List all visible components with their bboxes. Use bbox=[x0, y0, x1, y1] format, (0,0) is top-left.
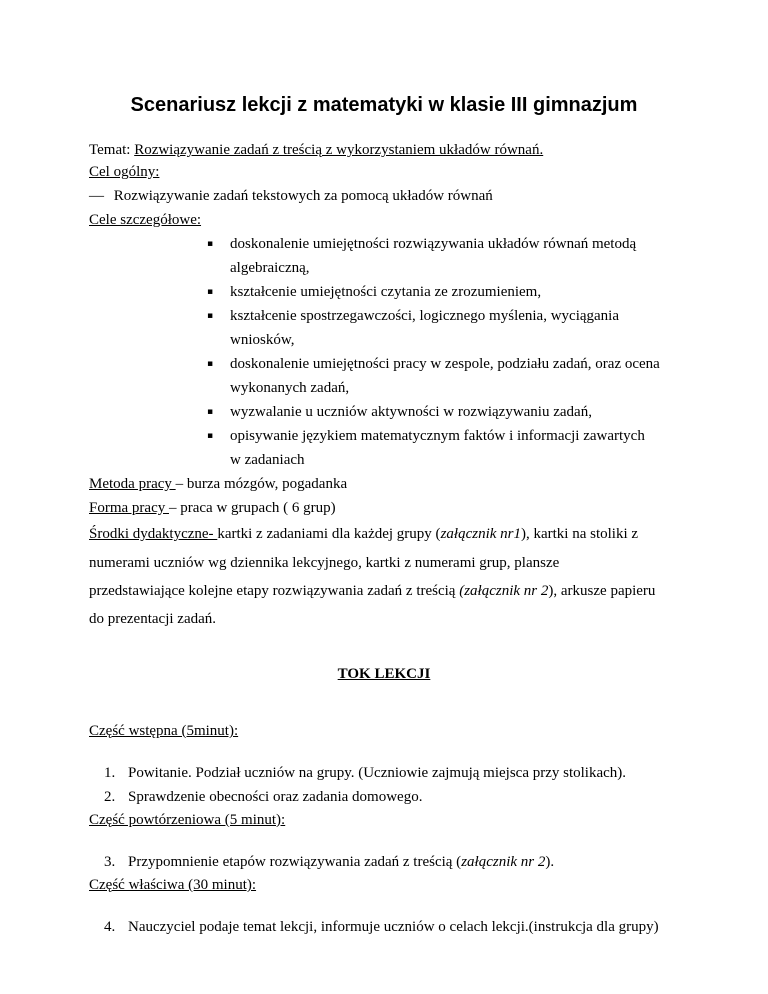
goal-item-line: wykonanych zadań, bbox=[230, 380, 350, 396]
form-label: Forma pracy bbox=[89, 500, 169, 516]
bullet-icon: ▪ bbox=[207, 239, 214, 249]
tok-label: TOK LEKCJI bbox=[337, 666, 431, 682]
form-value: – praca w grupach ( 6 grup) bbox=[168, 500, 336, 516]
method-line bbox=[89, 476, 347, 493]
goal-item-line: w zadaniach bbox=[230, 452, 305, 468]
resources-text: ), kartki na stoliki z bbox=[520, 526, 639, 542]
bullet-icon: ▪ bbox=[207, 311, 214, 321]
general-goal-text: Rozwiązywanie zadań tekstowych za pomocą układów równań bbox=[113, 188, 493, 204]
section-heading-tok bbox=[0, 666, 768, 683]
page-title: Scenariusz lekcji z matematyki w klasie III gimnazjum bbox=[130, 94, 638, 116]
general-goal-item bbox=[89, 188, 493, 205]
method-value: – burza mózgów, pogadanka bbox=[175, 476, 348, 492]
attachment-ref: załącznik nr 2 bbox=[461, 854, 546, 870]
topic-line bbox=[89, 142, 543, 159]
list-item bbox=[128, 854, 554, 871]
bullet-icon: ▪ bbox=[207, 287, 214, 297]
resources-text: przedstawiające kolejne etapy rozwiązywania zadań z treścią bbox=[89, 583, 460, 599]
form-line bbox=[89, 500, 336, 517]
goal-item-line: doskonalenie umiejętności rozwiązywania układów równań metodą bbox=[230, 236, 637, 252]
list-number: 4. bbox=[104, 919, 116, 935]
attachment-ref: załącznik nr1 bbox=[440, 526, 521, 542]
review-section-label: Część powtórzeniowa (5 minut): bbox=[89, 812, 286, 828]
list-item: Powitanie. Podział uczniów na grupy. (Uczniowie zajmują miejsca przy stolikach). bbox=[128, 765, 627, 781]
resources-line-3 bbox=[89, 583, 655, 600]
goal-item-line: opisywanie językiem matematycznym faktów i informacji zawartych bbox=[230, 428, 645, 444]
resources-line-2: numerami uczniów wg dziennika lekcyjnego, kartki z numerami grup, plansze bbox=[89, 555, 560, 571]
topic-value: Rozwiązywanie zadań z treścią z wykorzystaniem układów równań. bbox=[134, 142, 544, 158]
goal-item-line: kształcenie umiejętności czytania ze zrozumieniem, bbox=[230, 284, 542, 300]
goal-item-line: kształcenie spostrzegawczości, logicznego myślenia, wyciągania bbox=[230, 308, 620, 324]
resources-line-1 bbox=[89, 526, 638, 543]
topic-label: Temat: bbox=[89, 142, 131, 158]
resources-label: Środki dydaktyczne- bbox=[89, 526, 218, 542]
bullet-icon: ▪ bbox=[207, 359, 214, 369]
list-item-text: ). bbox=[545, 854, 555, 870]
specific-goals-label: Cele szczegółowe: bbox=[89, 212, 202, 228]
list-item: Sprawdzenie obecności oraz zadania domowego. bbox=[128, 789, 423, 805]
resources-line-4: do prezentacji zadań. bbox=[89, 611, 217, 627]
intro-section-label: Część wstępna (5minut): bbox=[89, 723, 239, 739]
list-number: 1. bbox=[104, 765, 116, 781]
list-number: 2. bbox=[104, 789, 116, 805]
attachment-ref: (załącznik nr 2 bbox=[459, 583, 549, 599]
bullet-icon: ▪ bbox=[207, 431, 214, 441]
dash-marker: — bbox=[89, 188, 104, 204]
bullet-icon: ▪ bbox=[207, 407, 214, 417]
method-label: Metoda pracy bbox=[89, 476, 176, 492]
resources-text: kartki z zadaniami dla każdej grupy ( bbox=[217, 526, 441, 542]
goal-item-line: doskonalenie umiejętności pracy w zespole, podziału zadań, oraz ocena bbox=[230, 356, 660, 372]
goal-item-line: wyzwalanie u uczniów aktywności w rozwiązywaniu zadań, bbox=[230, 404, 592, 420]
main-section-label: Część właściwa (30 minut): bbox=[89, 877, 257, 893]
list-item: Nauczyciel podaje temat lekcji, informuje uczniów o celach lekcji.(instrukcja dla grupy) bbox=[128, 919, 659, 935]
list-number: 3. bbox=[104, 854, 116, 870]
goal-item-line: algebraiczną, bbox=[230, 260, 310, 276]
list-item-text: Przypomnienie etapów rozwiązywania zadań z treścią ( bbox=[128, 854, 462, 870]
general-goal-label: Cel ogólny: bbox=[89, 164, 160, 180]
goal-item-line: wniosków, bbox=[230, 332, 295, 348]
resources-text: ), arkusze papieru bbox=[548, 583, 656, 599]
